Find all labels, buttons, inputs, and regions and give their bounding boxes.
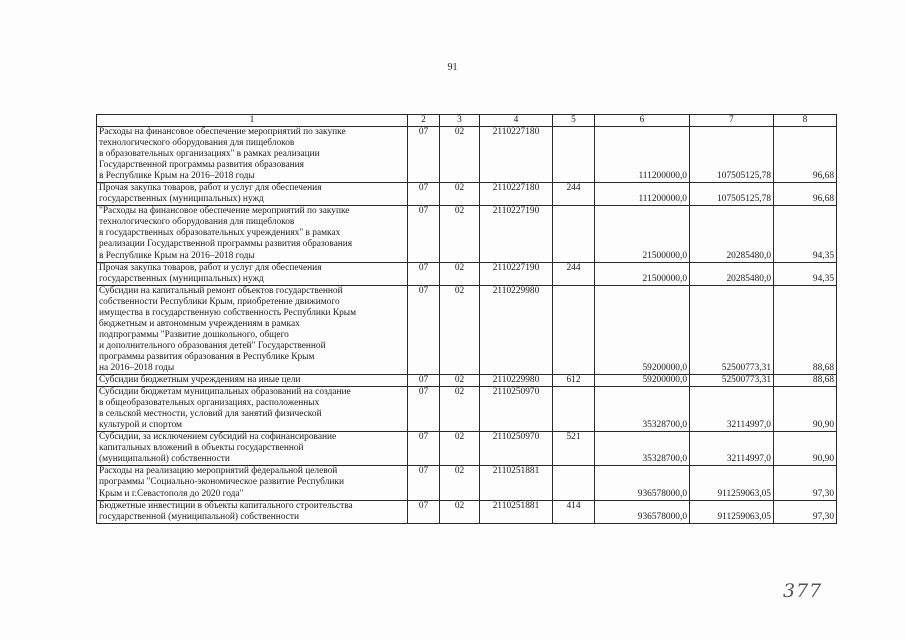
section-cell: 07 [408, 466, 440, 500]
page-number: 91 [447, 62, 458, 73]
header-cell: 8 [774, 115, 837, 127]
subsection-cell: 02 [440, 500, 480, 523]
description-cell [97, 183, 408, 206]
actual-amount-cell: 20285480,0 [690, 206, 774, 262]
expense-type-cell [553, 206, 595, 262]
plan-amount-cell: 35328700,0 [595, 432, 690, 466]
description-line: на 2016–2018 годы [99, 362, 175, 373]
description-cell [97, 285, 408, 374]
description-line: программы развития образования в Республике Крым [99, 351, 315, 362]
plan-amount-cell: 21500000,0 [595, 262, 690, 285]
percent-cell: 97,30 [774, 500, 837, 523]
description-line: (муниципальной) собственности [99, 454, 230, 465]
description-line: имущества в государственную собственность Республики Крым [99, 307, 357, 318]
percent-cell: 90,90 [774, 432, 837, 466]
description-line: в сельской местности, условий для занятий физической [99, 409, 322, 420]
section-cell: 07 [408, 500, 440, 523]
plan-amount-cell: 21500000,0 [595, 206, 690, 262]
description-line: "Расходы на финансовое обеспечение мероприятий по закупке [99, 206, 350, 217]
description-line: государственной (муниципальной) собственности [99, 511, 300, 522]
description-cell [97, 206, 408, 262]
description-cell [97, 127, 408, 183]
description-cell [97, 387, 408, 432]
description-line: в Республике Крым на 2016–2018 годы [99, 171, 255, 182]
percent-cell: 94,35 [774, 206, 837, 262]
subsection-cell: 02 [440, 285, 480, 374]
description-line: государственных (муниципальных) нужд [99, 194, 264, 205]
description-line: в государственных образовательных учреждениях" в рамках [99, 228, 341, 239]
code-cell: 2110250970 [480, 387, 553, 432]
percent-cell: 96,68 [774, 127, 837, 183]
actual-amount-cell: 52500773,31 [690, 285, 774, 374]
percent-cell: 94,35 [774, 262, 837, 285]
header-cell: 5 [553, 115, 595, 127]
description-line: Крым и г.Севастополя до 2020 года" [99, 488, 244, 499]
plan-amount-cell: 59200000,0 [595, 285, 690, 374]
description-line: технологического оборудования для пищеблоков [99, 138, 295, 149]
budget-table [96, 114, 837, 524]
section-cell: 07 [408, 285, 440, 374]
header-cell: 6 [595, 115, 690, 127]
actual-amount-cell: 107505125,78 [690, 183, 774, 206]
plan-amount-cell: 59200000,0 [595, 375, 690, 387]
description-line: Прочая закупка товаров, работ и услуг для обеспечения [99, 183, 322, 194]
code-cell: 2110229980 [480, 285, 553, 374]
code-cell: 2110227190 [480, 262, 553, 285]
description-line: в общеобразовательных организациях, расположенных [99, 398, 320, 409]
code-cell: 2110227190 [480, 206, 553, 262]
actual-amount-cell: 32114997,0 [690, 432, 774, 466]
description-cell [97, 432, 408, 466]
table-row [97, 262, 837, 285]
header-cell: 2 [408, 115, 440, 127]
expense-type-cell: 244 [553, 262, 595, 285]
percent-cell: 90,90 [774, 387, 837, 432]
subsection-cell: 02 [440, 183, 480, 206]
plan-amount-cell: 111200000,0 [595, 183, 690, 206]
description-line: и дополнительного образования детей" Государственной [99, 340, 326, 351]
expense-type-cell [553, 466, 595, 500]
description-line: технологического оборудования для пищеблоков [99, 217, 295, 228]
subsection-cell: 02 [440, 206, 480, 262]
code-cell: 2110250970 [480, 432, 553, 466]
description-line: государственных (муниципальных) нужд [99, 273, 264, 284]
subsection-cell: 02 [440, 375, 480, 387]
table-row [97, 466, 837, 500]
plan-amount-cell: 936578000,0 [595, 466, 690, 500]
description-line: Субсидии, за исключением субсидий на софинансирование [99, 432, 337, 443]
plan-amount-cell: 936578000,0 [595, 500, 690, 523]
section-cell: 07 [408, 432, 440, 466]
section-cell: 07 [408, 127, 440, 183]
table-row [97, 387, 837, 432]
description-cell [97, 375, 408, 387]
handwritten-page-number: 377 [783, 580, 823, 602]
subsection-cell: 02 [440, 387, 480, 432]
percent-cell: 88,68 [774, 375, 837, 387]
percent-cell: 97,30 [774, 466, 837, 500]
table-row [97, 375, 837, 387]
subsection-cell: 02 [440, 127, 480, 183]
header-cell: 3 [440, 115, 480, 127]
description-line: капитальных вложений в объекты государственной [99, 443, 304, 454]
plan-amount-cell: 111200000,0 [595, 127, 690, 183]
actual-amount-cell: 107505125,78 [690, 127, 774, 183]
header-cell: 4 [480, 115, 553, 127]
actual-amount-cell: 32114997,0 [690, 387, 774, 432]
section-cell: 07 [408, 206, 440, 262]
section-cell: 07 [408, 183, 440, 206]
description-line: Государственной программы развития образования [99, 160, 304, 171]
code-cell: 2110251881 [480, 500, 553, 523]
description-line: Субсидии бюджетам муниципальных образований на создание [99, 387, 351, 398]
description-cell [97, 500, 408, 523]
subsection-cell: 02 [440, 432, 480, 466]
section-cell: 07 [408, 387, 440, 432]
header-row [97, 115, 837, 127]
actual-amount-cell: 911259063,05 [690, 466, 774, 500]
description-line: собственности Республики Крым, приобретение движимого [99, 296, 340, 307]
description-line: в Республике Крым на 2016–2018 годы [99, 250, 255, 261]
description-line: Расходы на реализацию мероприятий федеральной целевой [99, 466, 338, 477]
actual-amount-cell: 52500773,31 [690, 375, 774, 387]
subsection-cell: 02 [440, 466, 480, 500]
expense-type-cell: 521 [553, 432, 595, 466]
description-line: программы "Социально-экономическое развитие Республики [99, 477, 344, 488]
expense-type-cell [553, 285, 595, 374]
description-line: Прочая закупка товаров, работ и услуг для обеспечения [99, 262, 322, 273]
table-row [97, 500, 837, 523]
subsection-cell: 02 [440, 262, 480, 285]
description-cell [97, 262, 408, 285]
description-line: Субсидии бюджетным учреждениям на иные цели [99, 375, 301, 386]
description-line: бюджетным и автономным учреждениям в рамках [99, 318, 300, 329]
expense-type-cell: 612 [553, 375, 595, 387]
percent-cell: 96,68 [774, 183, 837, 206]
table-row [97, 432, 837, 466]
description-line: Расходы на финансовое обеспечение мероприятий по закупке [99, 127, 346, 137]
expense-type-cell [553, 387, 595, 432]
description-line: Бюджетные инвестиции в объекты капитального строительства [99, 500, 353, 511]
description-line: культурой и спортом [99, 420, 182, 431]
code-cell: 2110227180 [480, 127, 553, 183]
table-body [97, 127, 837, 524]
code-cell: 2110229980 [480, 375, 553, 387]
expense-type-cell: 414 [553, 500, 595, 523]
section-cell: 07 [408, 375, 440, 387]
description-line: подпрограммы "Развитие дошкольного, общего [99, 329, 289, 340]
description-line: реализации Государственной программы развития образования [99, 239, 353, 250]
section-cell: 07 [408, 262, 440, 285]
expense-type-cell [553, 127, 595, 183]
description-line: Субсидии на капитальный ремонт объектов государственной [99, 285, 343, 296]
description-line: в образовательных организациях" в рамках реализации [99, 149, 320, 160]
percent-cell: 88,68 [774, 285, 837, 374]
expense-type-cell: 244 [553, 183, 595, 206]
header-cell: 1 [97, 115, 408, 127]
plan-amount-cell: 35328700,0 [595, 387, 690, 432]
header-cell: 7 [690, 115, 774, 127]
table-row [97, 285, 837, 374]
description-cell [97, 466, 408, 500]
actual-amount-cell: 20285480,0 [690, 262, 774, 285]
table-row [97, 206, 837, 262]
actual-amount-cell: 911259063,05 [690, 500, 774, 523]
code-cell: 2110227180 [480, 183, 553, 206]
table-row [97, 127, 837, 183]
table-row [97, 183, 837, 206]
code-cell: 2110251881 [480, 466, 553, 500]
